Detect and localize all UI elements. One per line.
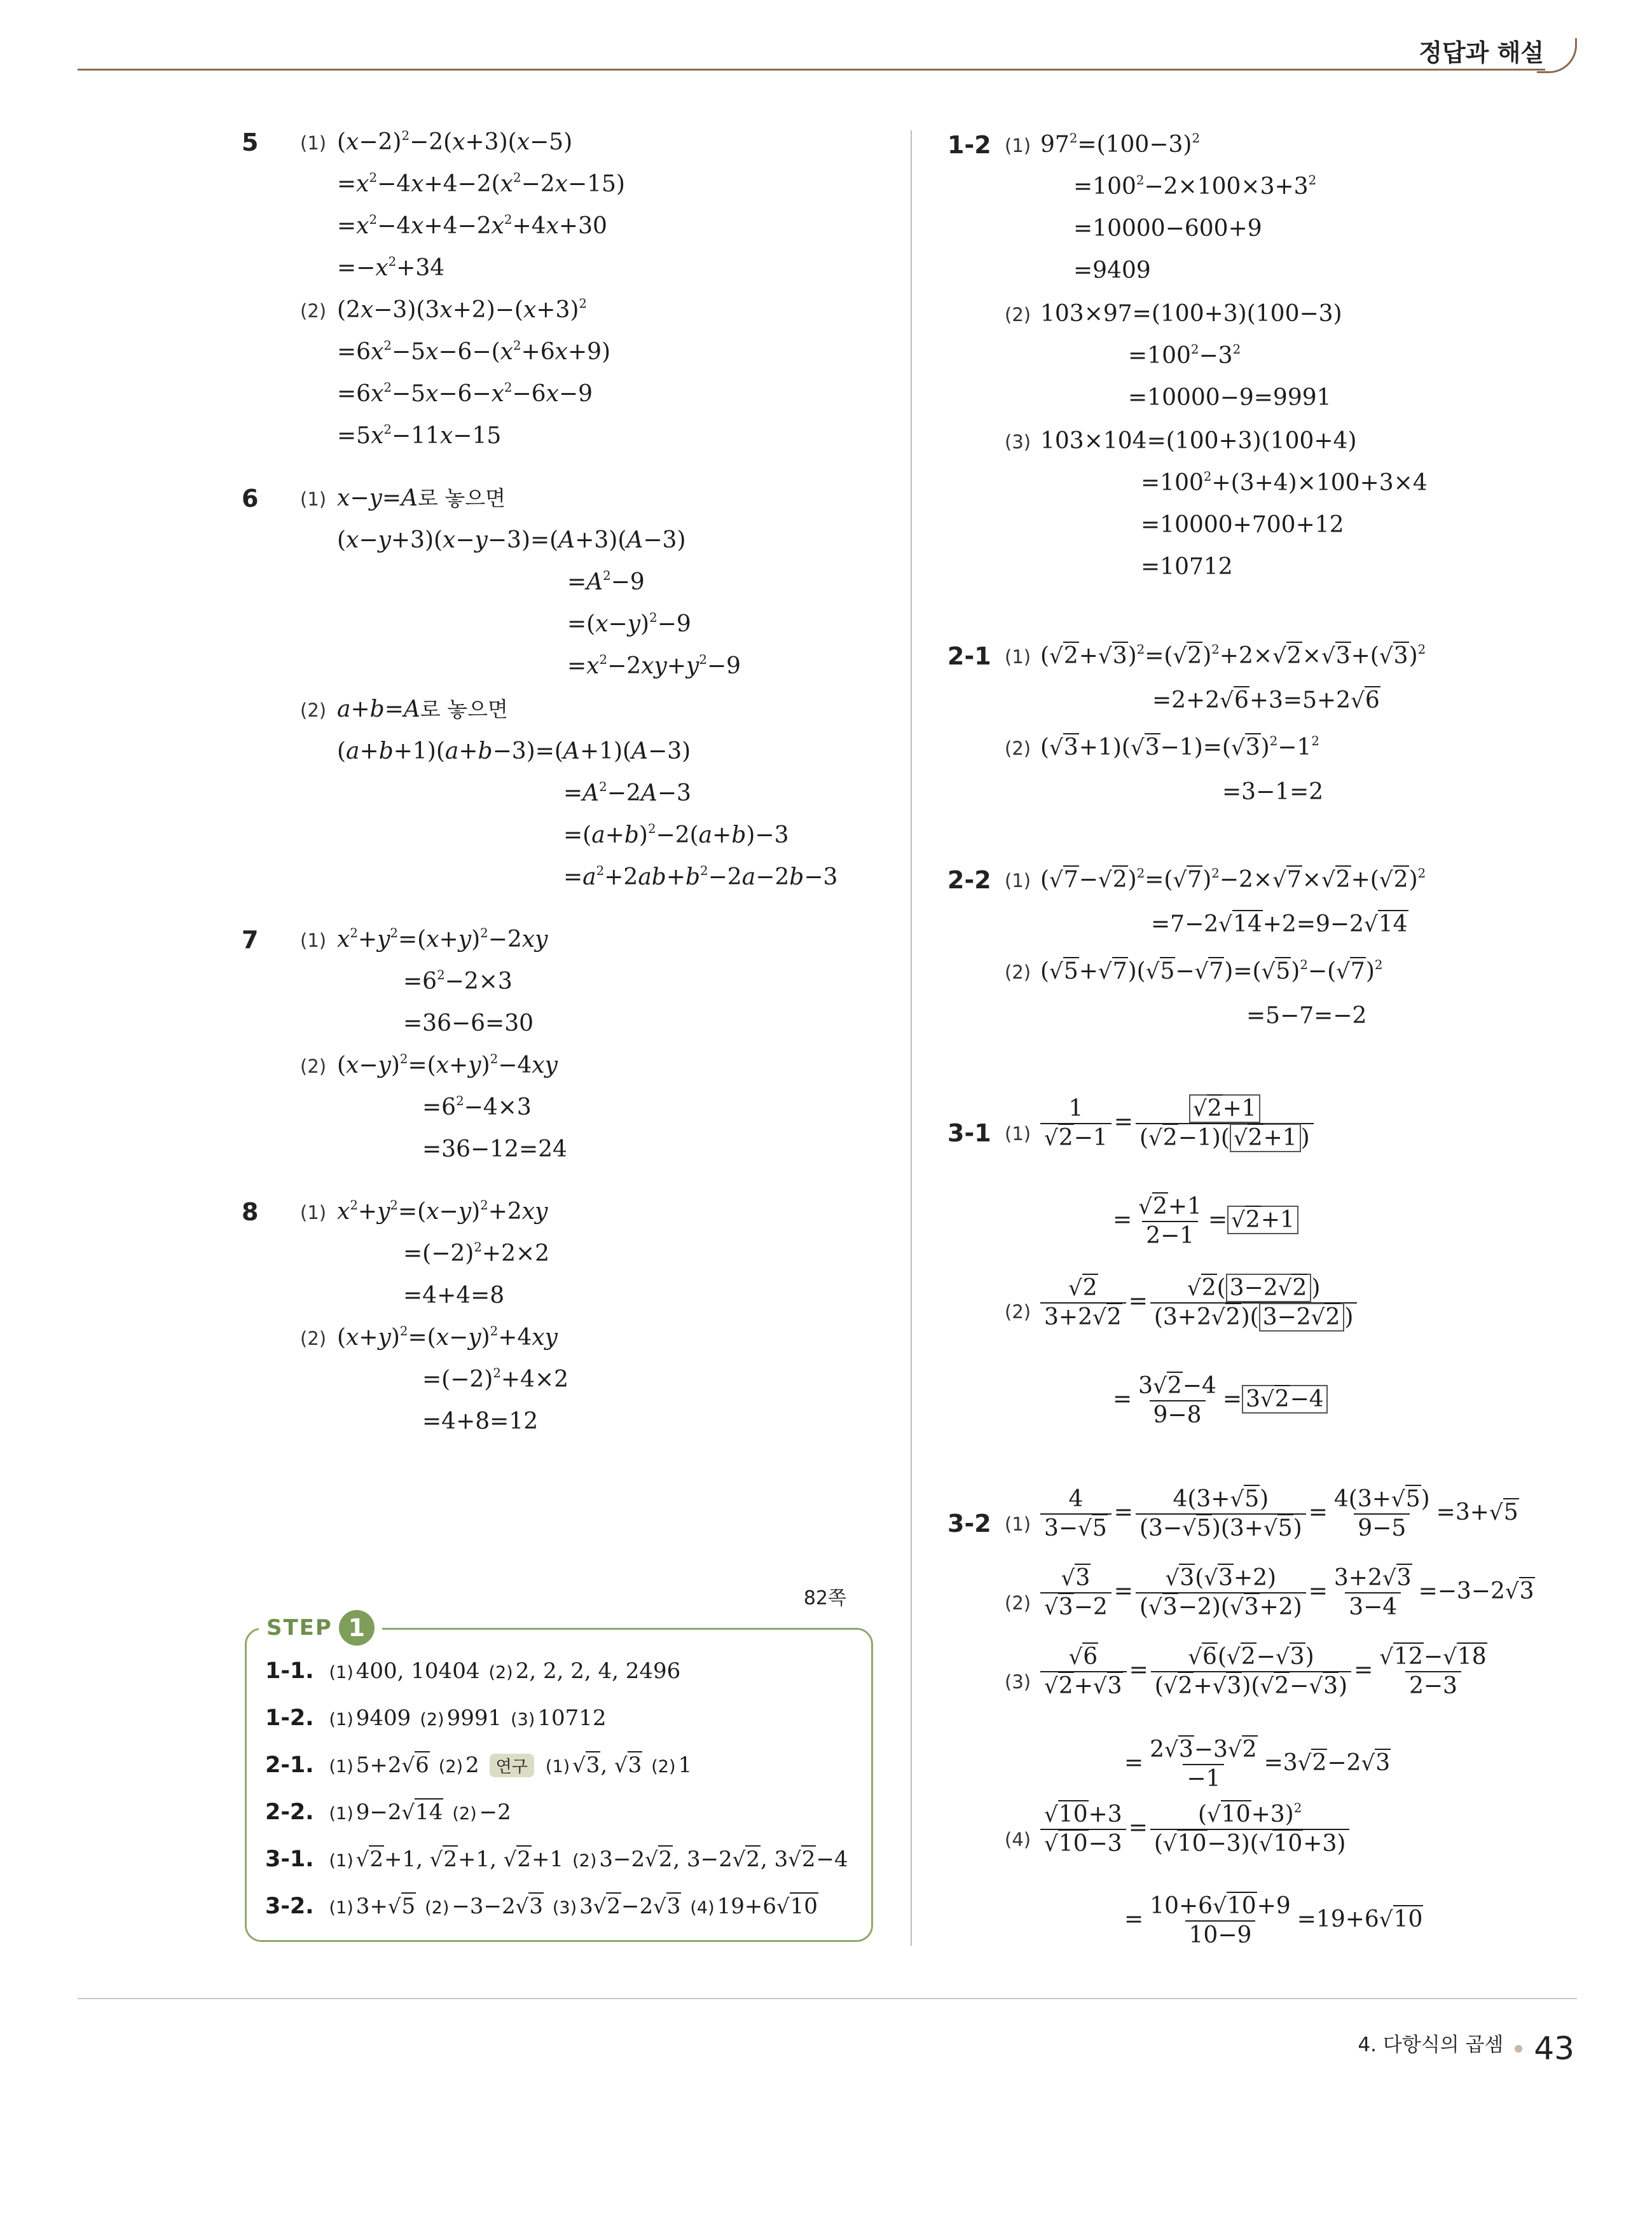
answer-row: 3-2. (1) 3+√5 (2) −3−2√3 (3) 3√2−2√3 (4) 19+6√10	[265, 1894, 818, 1919]
sub-label: (2)	[300, 699, 327, 721]
problem-number: 5	[242, 128, 259, 156]
answer-row: 1-1. (1) 400, 10404 (2) 2, 2, 2, 4, 2496	[265, 1658, 681, 1684]
math-line: $=6^2-2\times 3$	[403, 968, 513, 995]
math-line: $=(x-y)^2-9$	[567, 610, 691, 637]
page-footer	[1358, 2028, 1574, 2067]
sub-label: (3)	[1005, 431, 1031, 453]
math-line: $=100^2+(3+4)\times 100+3\times 4$	[1141, 469, 1428, 496]
sub-label: (2)	[1005, 1592, 1031, 1614]
math-line: =36−12=24	[422, 1136, 567, 1162]
math-line: $(√2+√3)^2=(√2)^2+2\times√2\times√3+(√3)^2$	[1040, 642, 1426, 669]
column-divider	[911, 130, 912, 1946]
problem-number: 7	[242, 926, 259, 954]
math-line: $\frac{4}{3-√5}$ = $\frac{4(3+√5)}{(3-√5)(3+√5)}$ = $\frac{4(3+√5)}{9-5}$ =3+√5	[1038, 1485, 1519, 1543]
answer-row: 1-2. (1) 9409 (2) 9991 (3) 10712	[265, 1705, 607, 1731]
sub-label: (1)	[300, 488, 327, 510]
sub-label: (2)	[1005, 1301, 1031, 1323]
math-line: $(x-2)^2-2(x+3)(x-5)$	[337, 128, 573, 155]
math-line: $=6^2-4\times 3$	[422, 1094, 532, 1120]
problem-number: 8	[242, 1198, 259, 1226]
math-line: 103×97=(100+3)(100−3)	[1040, 301, 1342, 327]
header-rule	[78, 69, 1545, 71]
math-line: $=x^2-4x+4-2x^2+4x+30$	[337, 212, 607, 239]
math-line: =4+4=8	[403, 1283, 505, 1309]
math-line: $=(a+b)^2-2(a+b)-3$	[563, 822, 789, 848]
math-line: =10000−600+9	[1073, 216, 1262, 242]
math-line: $=(-2)^2+4\times 2$	[422, 1366, 569, 1393]
math-line: =10000−9=9991	[1128, 385, 1332, 411]
math-line: $\frac{1}{√2-1}$ = $\frac{√2+1}{(√2-1)( √2+1 )}$	[1038, 1095, 1316, 1152]
math-line: $(x-y)^2=(x+y)^2-4xy$	[337, 1052, 558, 1078]
math-line: =5−7=−2	[1246, 1003, 1367, 1029]
math-line: a+b=A로 놓으면	[337, 696, 508, 722]
math-line: = $\frac{3√2-4}{9-8}$ = 3√2−4	[1113, 1372, 1328, 1429]
math-line: $\frac{√6}{√2+√3}$ = $\frac{√6(√2-√3)}{(√2+√3)(√2-√3)}$ = $\frac{√12-√18}{2-3}$	[1038, 1643, 1494, 1700]
math-line: (a+b+1)(a+b−3)=(A+1)(A−3)	[337, 738, 691, 764]
math-line: $=100^2-3^2$	[1128, 342, 1241, 369]
sub-label: (1)	[300, 930, 327, 951]
math-line: $=x^2-2xy+y^2-9$	[567, 652, 741, 679]
sub-label: (1)	[1005, 1513, 1031, 1535]
math-line: $=-x^2+34$	[337, 254, 445, 281]
answer-label: 2-1.	[265, 1752, 314, 1778]
sub-label: (4)	[1005, 1829, 1031, 1850]
math-line: $97^2=(100-3)^2$	[1040, 131, 1201, 158]
math-line: = $\frac{√2+1}{2-1}$ = √2+1	[1113, 1193, 1298, 1250]
sub-label: (2)	[300, 1056, 327, 1077]
math-line: =2+2√6+3=5+2√6	[1152, 687, 1380, 713]
sub-label: (1)	[1005, 1123, 1031, 1145]
sub-label: (2)	[1005, 304, 1031, 326]
step-number-badge: 1	[339, 1610, 375, 1646]
footer-dot	[1515, 2045, 1522, 2053]
math-line: $(x+y)^2=(x-y)^2+4xy$	[337, 1324, 558, 1351]
page-reference: 82쪽	[803, 1587, 846, 1609]
math-line: =10712	[1141, 554, 1233, 580]
problem-number: 3-1	[947, 1119, 991, 1147]
problem-number: 6	[242, 485, 259, 513]
sub-label: (1)	[300, 1202, 327, 1223]
sub-label: (1)	[1005, 646, 1031, 668]
math-line: $\frac{√2}{3+2√2}$ = $\frac{√2( 3-2√2 )}{(3+2√2)( 3-2√2 )}$	[1038, 1274, 1359, 1332]
step-summary-box	[245, 1587, 872, 1941]
math-line: =3−1=2	[1222, 779, 1324, 805]
research-badge: 연구	[490, 1754, 534, 1777]
sub-label: (2)	[300, 1328, 327, 1349]
sub-label: (2)	[1005, 738, 1031, 759]
answer-label: 1-1.	[265, 1658, 314, 1684]
answer-row: 2-2. (1) 9−2√14 (2) −2	[265, 1800, 511, 1825]
chapter-title: 4. 다항식의 곱셈	[1358, 2034, 1504, 2056]
answer-label: 3-1.	[265, 1847, 314, 1872]
step-label: STEP	[266, 1615, 333, 1641]
footer-rule	[78, 1998, 1577, 1999]
sub-label: (2)	[1005, 961, 1031, 983]
math-line: (x−y+3)(x−y−3)=(A+3)(A−3)	[337, 527, 686, 553]
math-line: $(2x-3)(3x+2)-(x+3)^2$	[337, 296, 587, 323]
math-line: $x^2+y^2=(x+y)^2-2xy$	[337, 926, 548, 953]
math-line: = $\frac{10+6√10+9}{10-9}$ =19+6√10	[1124, 1893, 1423, 1948]
math-line: $(√3+1)(√3-1)=(√3)^2-1^2$	[1040, 734, 1319, 761]
sub-label: (1)	[1005, 870, 1031, 891]
math-line: $=a^2+2ab+b^2-2a-2b-3$	[563, 864, 838, 890]
math-line: =9409	[1073, 258, 1151, 284]
math-line: $=A^2-2A-3$	[563, 780, 691, 806]
answer-label: 2-2.	[265, 1800, 314, 1825]
math-line: $=(-2)^2+2\times 2$	[403, 1240, 550, 1267]
math-line: 103×104=(100+3)(100+4)	[1040, 428, 1357, 454]
header-title: 정답과 해설	[1419, 39, 1544, 67]
note-text: 로 놓으면	[418, 486, 506, 511]
page-header	[78, 25, 1577, 71]
math-line: =10000+700+12	[1141, 512, 1344, 538]
sub-label: (3)	[1005, 1671, 1031, 1693]
sub-label: (2)	[300, 300, 327, 322]
math-line: $\frac{√10+3}{√10-3}$ = $\frac{(√10+3)^2}{(√10-3)(√10+3)}$	[1038, 1801, 1352, 1858]
answer-label: 3-2.	[265, 1894, 314, 1919]
answer-row: 2-1. (1) 5+2√6 (2) 2 연구 (1) √3, √3 (2) 1	[265, 1752, 692, 1778]
math-line: =36−6=30	[403, 1010, 534, 1036]
math-line: $x^2+y^2=(x-y)^2+2xy$	[337, 1198, 548, 1225]
math-line: $(√5+√7)(√5-√7)=(√5)^2-(√7)^2$	[1040, 958, 1383, 984]
sub-label: (1)	[1005, 135, 1031, 156]
problem-number: 2-2	[947, 866, 991, 894]
answer-label: 1-2.	[265, 1705, 314, 1731]
math-line: $\frac{√3}{√3-2}$ = $\frac{√3(√3+2)}{(√3-2)(√3+2)}$ = $\frac{3+2√3}{3-4}$ =−3−2√3	[1038, 1564, 1535, 1621]
page-number: 43	[1534, 2030, 1574, 2067]
sub-label: (1)	[300, 132, 327, 154]
problem-number: 2-1	[947, 642, 991, 670]
math-line: =4+8=12	[422, 1408, 539, 1435]
step-tab	[259, 1607, 382, 1648]
answer-row: 3-1. (1) √2+1, √2+1, √2+1 (2) 3−2√2, 3−2√2, 3√2−4	[265, 1847, 848, 1872]
math-line: $=6x^2-5x-6-x^2-6x-9$	[337, 380, 593, 407]
problem-number: 1-2	[947, 131, 991, 159]
math-line: $=6x^2-5x-6-(x^2+6x+9)$	[337, 338, 611, 365]
math-line: $=A^2-9$	[567, 568, 645, 595]
math-line: $=5x^2-11x-15$	[337, 422, 502, 449]
math-line: = $\frac{2√3-3√2}{-1}$ =3√2−2√3	[1124, 1737, 1391, 1792]
math-line: x−y=A로 놓으면	[337, 485, 506, 511]
note-text: 로 놓으면	[420, 697, 508, 722]
problem-number: 3-2	[947, 1510, 991, 1538]
math-line: $=100^2-2\times 100\times 3+3^2$	[1073, 173, 1317, 200]
math-line: =7−2√14+2=9−2√14	[1151, 911, 1408, 937]
math-line: $=x^2-4x+4-2(x^2-2x-15)$	[337, 170, 625, 197]
math-line: $(√7-√2)^2=(√7)^2-2\times√7\times√2+(√2)^2$	[1040, 866, 1426, 893]
